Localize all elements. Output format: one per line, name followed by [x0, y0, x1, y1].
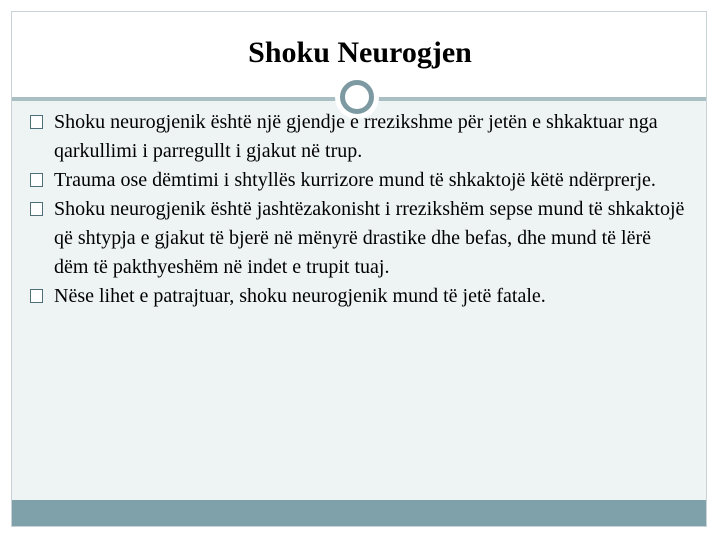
bullet-item	[30, 195, 690, 282]
bullet-item	[30, 282, 690, 311]
bullet-text: Trauma ose dëmtimi i shtyllës kurrizore mund të shkaktojë këtë ndërprerje.	[54, 169, 656, 191]
slide-title: Shoku Neurogjen	[248, 36, 472, 69]
bullet-item	[30, 108, 690, 166]
bullet-text: Shoku neurogjenik është jashtëzakonisht i rrezikshëm sepse mund të shkaktojë që shtypja e gjakut të bjerë në mënyrë drastike dhe befas, dhe mund të lërë dëm të pakthyeshëm në indet e trupit tuaj.	[54, 198, 685, 278]
square-bullet-icon	[30, 202, 43, 216]
square-bullet-icon	[30, 173, 43, 187]
bullet-text: Nëse lihet e patrajtuar, shoku neurogjenik mund të jetë fatale.	[54, 285, 546, 307]
bullet-text: Shoku neurogjenik është një gjendje e rrezikshme për jetën e shkaktuar nga qarkullimi i parregullt i gjakut në trup.	[54, 111, 658, 162]
bullet-item	[30, 166, 690, 195]
bullet-list	[30, 108, 690, 311]
square-bullet-icon	[30, 115, 43, 129]
square-bullet-icon	[30, 289, 43, 303]
footer-bar	[12, 500, 706, 526]
